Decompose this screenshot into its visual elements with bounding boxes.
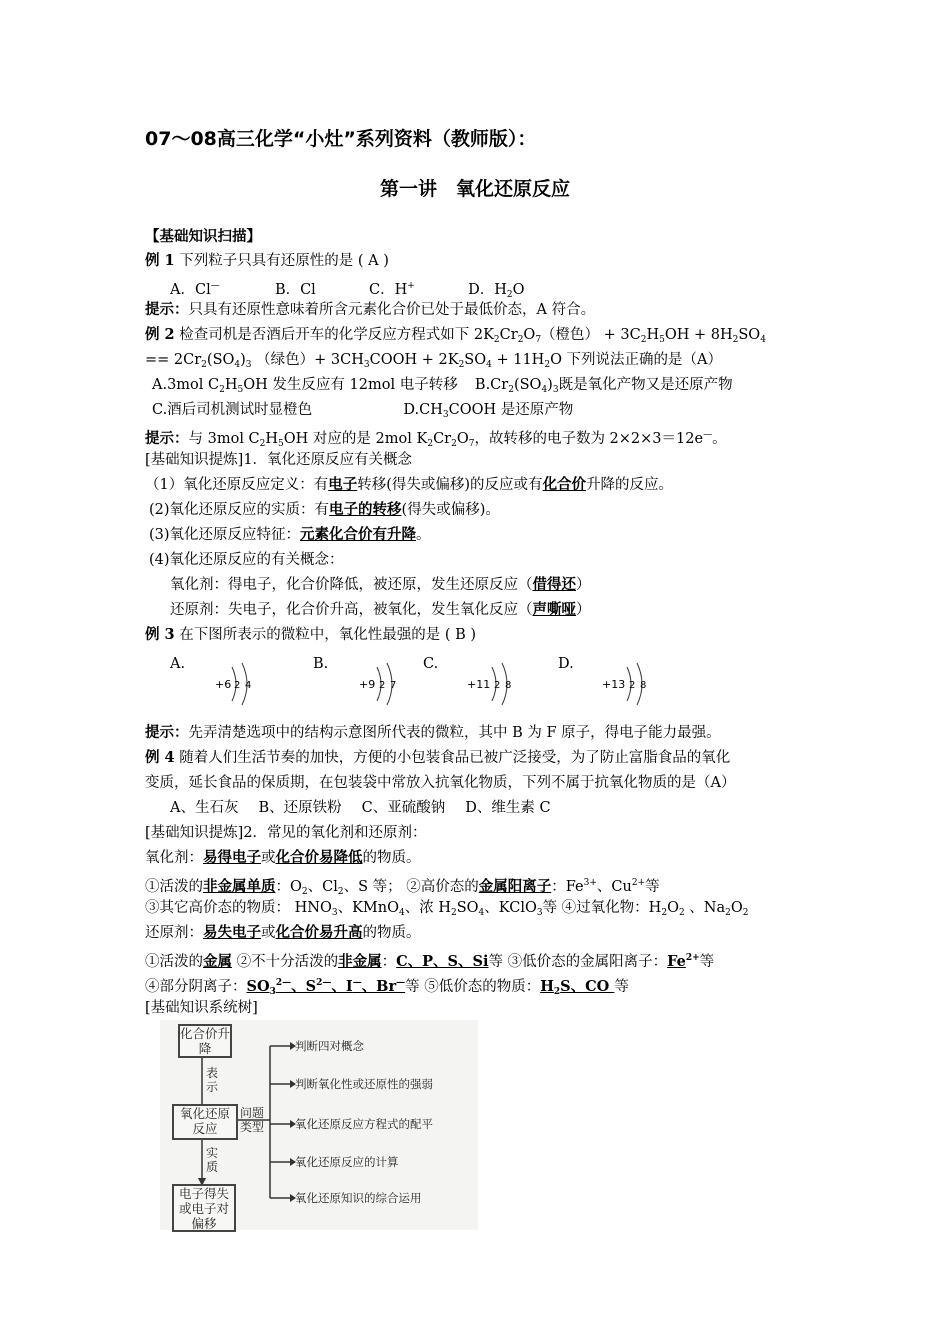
feature-line: (3)氧化还原反应特征：元素化合价有升降。 [149, 526, 431, 543]
knowledge-tree-figure [160, 1020, 478, 1230]
tree-item: 氧化还原知识的综合运用 [295, 1191, 422, 1205]
option-d: D、维生素 C [465, 800, 551, 816]
oxidant-line: 氧化剂：得电子，化合价降低，被还原，发生还原反应（借得还） [170, 576, 591, 593]
shell-electrons: 2 [379, 680, 386, 691]
example-2-options-cd [152, 400, 573, 425]
option-c: C、亚硫酸钠 [361, 800, 446, 816]
tree-item: 判断四对概念 [295, 1039, 364, 1053]
essence-line: (2)氧化还原反应的实质：有电子的转移(得失或偏移)。 [149, 501, 500, 518]
example-3-question: 例 3 在下图所表示的微粒中，氧化性最强的是 ( B ) [145, 626, 477, 643]
option-b: B、还原铁粉 [258, 800, 342, 816]
shell-electrons: 2 [629, 680, 636, 691]
example-4-question-line1: 例 4 随着人们生活节奏的加快，方便的小包装食品已被广泛接受，为了防止富脂食品的氧化 [145, 749, 731, 766]
example-2-options-ab [152, 375, 733, 400]
option-d: D．$H_2O$ [468, 282, 525, 300]
atom-a-label: A. [170, 656, 186, 672]
tree-item: 氧化还原反应方程式的配平 [295, 1117, 433, 1131]
atom-b-label: B. [313, 656, 329, 672]
example-label: 例 4 [145, 749, 175, 766]
atom-diagram-c [465, 657, 531, 707]
example-1-question [145, 251, 389, 271]
example-label: 例 3 [145, 626, 175, 643]
refine-1-heading: [基础知识提炼]1．氧化还原反应有关概念 [145, 452, 413, 468]
shell-electrons: 2 [234, 680, 241, 691]
atom-diagram-d [600, 657, 666, 707]
reductant-list-1: ①活泼的金属 ②不十分活泼的非金属：C、P、S、Si等 ③低价态的金属阳离子：$Fe^{2+}$等 [145, 953, 715, 970]
example-4-options [170, 798, 551, 818]
example-3-hint: 提示：先弄清楚选项中的结构示意图所代表的微粒，其中 B 为 F 原子，得电子能力最强。 [145, 724, 721, 741]
option-b: $B.Cr_2(SO_4)_3$既是氧化产物又是还原产物 [474, 377, 733, 395]
shell-electrons: 2 [494, 680, 501, 691]
reductant-definition: 还原剂：易失电子或化合价易升高的物质。 [145, 924, 421, 941]
atom-d-label: D. [558, 656, 574, 672]
definition-line: （1）氧化还原反应定义：有电子转移(得失或偏移)的反应或有化合价升降的反应。 [145, 476, 674, 493]
hint-label: 提示： [145, 724, 189, 741]
tree-node-valence: 化合价升 降 [180, 1026, 243, 1056]
option-c: C．H+ [369, 281, 415, 298]
hint-label: 提示： [145, 430, 189, 447]
shell-electrons: 8 [640, 680, 647, 691]
oxidant-list-2: ③其它高价态的物质： $HNO_3$、KMnO$_4$、浓 $H_2SO_4$、KClO$_3$等 ④过氧化物：$H_2O_2$ 、$Na_2O_2$ [145, 900, 749, 918]
shell-electrons: 4 [245, 680, 252, 691]
hint-label: 提示： [145, 301, 189, 318]
atom-c-label: C. [423, 656, 439, 672]
refine-2-heading: [基础知识提炼]2．常见的氧化剂和还原剂： [145, 825, 427, 841]
section-heading: 【基础知识扫描】 [145, 228, 261, 245]
hint-text: 只具有还原性意味着所含元素化合价已处于最低价态，A 符合。 [188, 302, 596, 318]
atom-diagram-a [210, 657, 270, 707]
option-b: B．Cl [274, 282, 316, 298]
option-a: A.3mol $C_2H_5OH$ 发生反应有 12mol 电子转移 [152, 377, 458, 395]
tree-item: 判断氧化性或还原性的强弱 [295, 1077, 433, 1091]
example-2-hint: 提示：与 3mol $C_2H_5OH$ 对应的是 2mol $K_2Cr_2O_7$，故转移的电子数为 2×2×3＝12e—。 [145, 430, 727, 449]
atom-diagram-b [355, 657, 415, 707]
example-4-question-line2: 变质，延长食品的保质期，在包装袋中常放入抗氧化物质，下列不属于抗氧化物质的是（A） [145, 775, 736, 791]
document-title: 07～08高三化学“小灶”系列资料（教师版）： [145, 128, 537, 150]
option-d: $D.CH_3COOH$ 是还原产物 [403, 402, 574, 420]
nucleus-charge: +11 [467, 678, 491, 691]
example-label: 例 2 [145, 326, 175, 343]
option-c: C.酒后司机测试时显橙色 [152, 402, 313, 418]
tree-label-express: 表示 [206, 1066, 219, 1094]
nucleus-charge: +9 [359, 678, 376, 691]
oxidant-list-1: ①活泼的非金属单质：$O_2$、$Cl_2$、S 等； ②高价态的金属阳离子：$Fe^{3+}$、$Cu^{2+}$等 [145, 878, 660, 897]
example-1-hint [145, 300, 595, 320]
shell-electrons: 8 [505, 680, 512, 691]
tree-label-problem-type: 问题类型 [240, 1106, 265, 1134]
example-label: 例 1 [145, 252, 175, 269]
concepts-line: (4)氧化还原反应的有关概念： [149, 552, 344, 568]
tree-label-essence: 实质 [206, 1146, 219, 1174]
tree-item: 氧化还原反应的计算 [295, 1155, 399, 1169]
reductant-list-2: ④部分阴离子：$SO_3^{2—}$、$S^{2—}$、I—、Br—等 ⑤低价态的物质：$H_2S$、CO 等 [145, 978, 629, 997]
example-2-question-line2: == $2Cr_2(SO_4)_3$ （绿色）+ $3CH_3COOH + 2K_2SO_4 + 11H_2O$ 下列说法正确的是（A） [145, 352, 723, 370]
lesson-title: 第一讲 氧化还原反应 [379, 178, 570, 200]
tree-heading: [基础知识系统树] [145, 1000, 258, 1016]
tree-node-electron: 电子得失或电子对偏移 [172, 1184, 236, 1232]
option-a: A．Cl— [170, 281, 220, 298]
option-a: A、生石灰 [170, 800, 239, 816]
nucleus-charge: +6 [215, 678, 232, 691]
question-text: 下列粒子只具有还原性的是 ( A ) [179, 253, 389, 269]
example-2-question-line1: 例 2 检查司机是否酒后开车的化学反应方程式如下 $2K_2Cr_2O_7$（橙色） + $3C_2H_5OH + 8H_2SO_4$ [145, 326, 766, 345]
reductant-line: 还原剂：失电子，化合价升高，被氧化，发生氧化反应（声嘶哑） [170, 601, 591, 618]
tree-node-redox: 氧化还原反应 [172, 1104, 238, 1140]
nucleus-charge: +13 [602, 678, 626, 691]
oxidant-definition: 氧化剂：易得电子或化合价易降低的物质。 [145, 849, 421, 866]
shell-electrons: 7 [390, 680, 397, 691]
